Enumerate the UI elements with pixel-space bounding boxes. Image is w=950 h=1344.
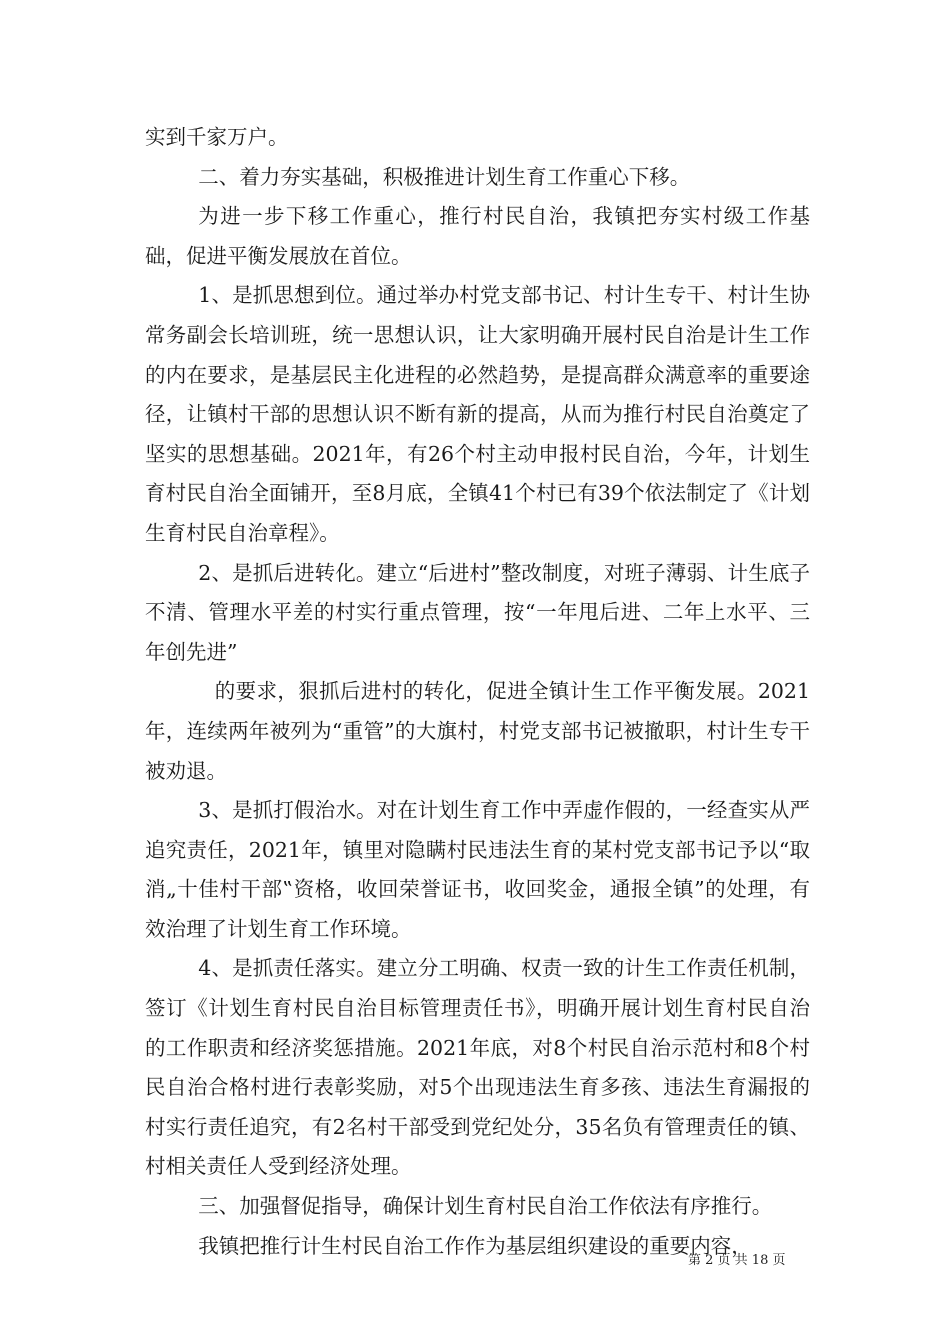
section-heading-2: 二、着力夯实基础，积极推进计划生育工作重心下移。 (198, 164, 691, 189)
paragraph-item-1: 1、是抓思想到位。通过举办村党支部书记、村计生专干、村计生协常务副会长培训班，统一思想认识，让大家明确开展村民自治是计生工作的内在要求，是基层民主化进程的必然趋势，是提高群众满意率的重要途径，让镇村干部的思想认识不断有新的提高，从而为推行村民自治奠定了坚实的思想基础。2021年，有26个村主动申报村民自治，今年，计划生育村民自治全面铺开，至8月底，全镇41个村已有39个依法制定了《计划生育村民自治章程》。 (145, 283, 810, 545)
paragraph-intro-2: 为进一步下移工作重心，推行村民自治，我镇把夯实村级工作基础，促进平衡发展放在首位。 (145, 204, 810, 268)
section-heading-3: 三、加强督促指导，确保计划生育村民自治工作依法有序推行。 (198, 1194, 773, 1219)
paragraph-intro-3: 我镇把推行计生村民自治工作作为基层组织建设的重要内容， (198, 1233, 752, 1258)
document-body (145, 118, 810, 1266)
paragraph-item-3: 3、是抓打假治水。对在计划生育工作中弄虚作假的，一经查实从严追究责任，2021年，镇里对隐瞒村民违法生育的某村党支部书记予以“取消„十佳村干部‟资格，收回荣誉证书，收回奖金，通报全镇”的处理，有效治理了计划生育工作环境。 (145, 798, 810, 941)
paragraph-item-4: 4、是抓责任落实。建立分工明确、权责一致的计生工作责任机制，签订《计划生育村民自治目标管理责任书》，明确开展计划生育村民自治的工作职责和经济奖惩措施。2021年底，对8个村民自治示范村和8个村民自治合格村进行表彰奖励，对5个出现违法生育多孩、违法生育漏报的村实行责任追究，有2名村干部受到党纪处分，35名负有管理责任的镇、村相关责任人受到经济处理。 (145, 956, 810, 1179)
paragraph-item-2b: 的要求，狠抓后进村的转化，促进全镇计生工作平衡发展。2021年，连续两年被列为“重管”的大旗村，村党支部书记被撤职，村计生专干被劝退。 (145, 679, 810, 783)
paragraph-continuation: 实到千家万户。 (145, 125, 289, 149)
paragraph-item-2a: 2、是抓后进转化。建立“后进村”整改制度，对班子薄弱、计生底子不清、管理水平差的村实行重点管理，按“一年甩后进、二年上水平、三年创先进” (145, 560, 810, 664)
page-number-footer: 第 2 页 共 18 页 (688, 1253, 786, 1268)
